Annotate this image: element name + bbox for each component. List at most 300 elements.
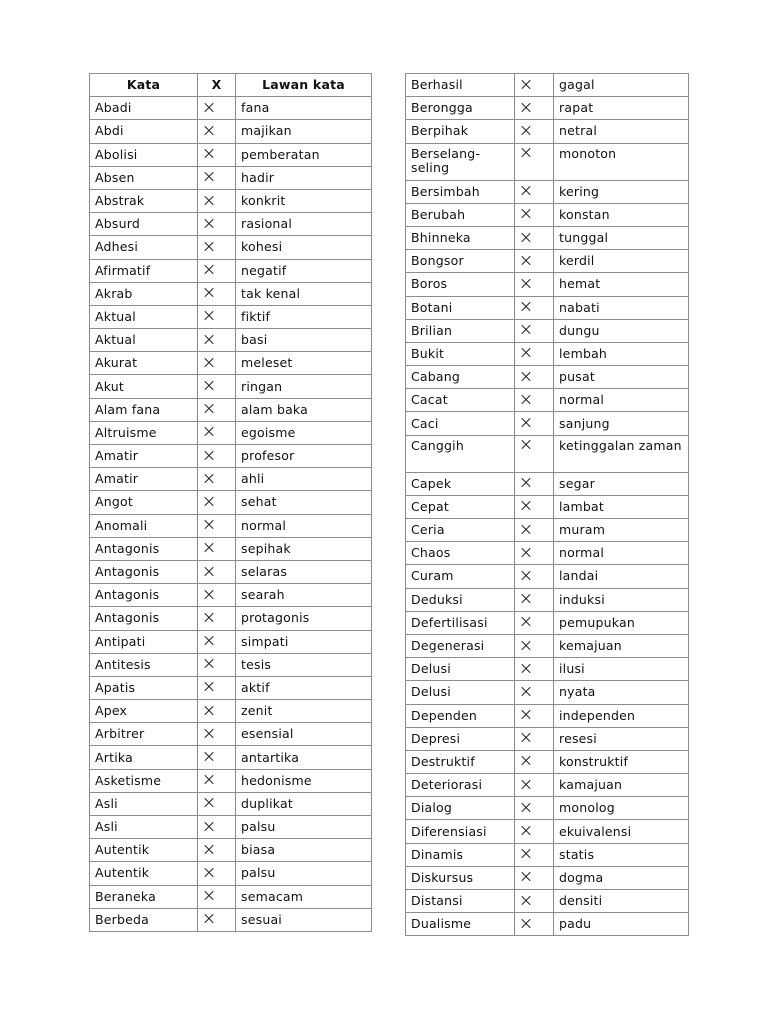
versus-cell xyxy=(198,468,236,491)
word-cell: Antagonis xyxy=(90,560,198,583)
table-row xyxy=(90,792,372,815)
table-row xyxy=(406,97,689,120)
cross-icon xyxy=(521,640,531,650)
table-row xyxy=(90,120,372,143)
antonym-cell: landai xyxy=(554,565,689,588)
antonym-cell: sepihak xyxy=(236,537,372,560)
versus-cell xyxy=(198,560,236,583)
word-cell: Anomali xyxy=(90,514,198,537)
versus-cell xyxy=(198,120,236,143)
cross-icon xyxy=(204,752,214,762)
versus-cell xyxy=(198,769,236,792)
word-cell: Arbitrer xyxy=(90,723,198,746)
cross-icon xyxy=(521,125,531,135)
cross-icon xyxy=(521,148,531,158)
antonym-cell: palsu xyxy=(236,816,372,839)
table-row xyxy=(90,352,372,375)
antonym-cell: protagonis xyxy=(236,607,372,630)
versus-cell xyxy=(515,774,554,797)
antonym-cell: gagal xyxy=(554,74,689,97)
cross-icon xyxy=(521,186,531,196)
cross-icon xyxy=(521,278,531,288)
antonym-cell: konstan xyxy=(554,203,689,226)
cross-icon xyxy=(204,705,214,715)
table-row xyxy=(90,816,372,839)
table-row xyxy=(406,843,689,866)
table-row xyxy=(406,634,689,657)
cross-icon xyxy=(521,418,531,428)
word-cell: Abstrak xyxy=(90,189,198,212)
header-lawan-kata: Lawan kata xyxy=(236,74,372,97)
header-kata: Kata xyxy=(90,74,198,97)
cross-icon xyxy=(204,125,214,135)
versus-cell xyxy=(515,435,554,472)
word-cell: Alam fana xyxy=(90,398,198,421)
header-x: X xyxy=(198,74,236,97)
antonym-cell: induksi xyxy=(554,588,689,611)
versus-cell xyxy=(198,352,236,375)
word-cell: Altruisme xyxy=(90,421,198,444)
antonym-cell: kerdil xyxy=(554,250,689,273)
antonym-cell: muram xyxy=(554,519,689,542)
word-cell: Abdi xyxy=(90,120,198,143)
versus-cell xyxy=(198,282,236,305)
table-row xyxy=(90,630,372,653)
cross-icon xyxy=(521,209,531,219)
versus-cell xyxy=(515,913,554,936)
versus-cell xyxy=(198,630,236,653)
table-row xyxy=(90,166,372,189)
table-row xyxy=(90,885,372,908)
table-row xyxy=(406,120,689,143)
cross-icon xyxy=(521,371,531,381)
antonym-cell: ahli xyxy=(236,468,372,491)
antonym-cell: pusat xyxy=(554,366,689,389)
versus-cell xyxy=(198,816,236,839)
table-row xyxy=(90,143,372,166)
cross-icon xyxy=(521,79,531,89)
table-row xyxy=(90,259,372,282)
table-row xyxy=(406,366,689,389)
header-row xyxy=(90,74,372,97)
table-row xyxy=(406,319,689,342)
versus-cell xyxy=(515,797,554,820)
antonym-cell: simpati xyxy=(236,630,372,653)
table-row xyxy=(90,213,372,236)
cross-icon xyxy=(204,450,214,460)
cross-icon xyxy=(204,218,214,228)
versus-cell xyxy=(515,634,554,657)
table-row xyxy=(90,421,372,444)
table-row xyxy=(90,746,372,769)
word-cell: Chaos xyxy=(406,542,515,565)
cross-icon xyxy=(521,918,531,928)
cross-icon xyxy=(521,478,531,488)
versus-cell xyxy=(198,862,236,885)
table-row xyxy=(406,74,689,97)
antonym-cell: duplikat xyxy=(236,792,372,815)
versus-cell xyxy=(515,519,554,542)
versus-cell xyxy=(515,727,554,750)
word-cell: Bersimbah xyxy=(406,180,515,203)
antonym-cell: densiti xyxy=(554,890,689,913)
word-cell: Asli xyxy=(90,816,198,839)
table-row xyxy=(406,890,689,913)
table-row xyxy=(90,839,372,862)
cross-icon xyxy=(521,594,531,604)
cross-icon xyxy=(204,404,214,414)
word-cell: Aktual xyxy=(90,305,198,328)
table-row xyxy=(406,250,689,273)
cross-icon xyxy=(521,501,531,511)
word-cell: Asli xyxy=(90,792,198,815)
table-row xyxy=(406,704,689,727)
versus-cell xyxy=(198,421,236,444)
versus-cell xyxy=(198,676,236,699)
left-table-body xyxy=(90,97,372,932)
cross-icon xyxy=(204,775,214,785)
versus-cell xyxy=(515,658,554,681)
antonym-cell: netral xyxy=(554,120,689,143)
versus-cell xyxy=(515,226,554,249)
word-cell: Delusi xyxy=(406,658,515,681)
antonym-cell: selaras xyxy=(236,560,372,583)
antonym-cell: ringan xyxy=(236,375,372,398)
word-cell: Berpihak xyxy=(406,120,515,143)
table-row xyxy=(406,611,689,634)
cross-icon xyxy=(521,570,531,580)
table-row xyxy=(90,491,372,514)
antonym-cell: hadir xyxy=(236,166,372,189)
word-cell: Amatir xyxy=(90,468,198,491)
cross-icon xyxy=(521,440,531,450)
cross-icon xyxy=(521,524,531,534)
antonym-cell: ketinggalan zaman xyxy=(554,435,689,472)
table-row xyxy=(90,769,372,792)
versus-cell xyxy=(198,398,236,421)
versus-cell xyxy=(515,890,554,913)
table-row xyxy=(90,700,372,723)
word-cell: Diskursus xyxy=(406,866,515,889)
table-row xyxy=(90,560,372,583)
versus-cell xyxy=(515,97,554,120)
antonym-cell: biasa xyxy=(236,839,372,862)
versus-cell xyxy=(198,143,236,166)
versus-cell xyxy=(515,74,554,97)
versus-cell xyxy=(515,866,554,889)
cross-icon xyxy=(521,255,531,265)
versus-cell xyxy=(515,319,554,342)
word-cell: Botani xyxy=(406,296,515,319)
word-cell: Cacat xyxy=(406,389,515,412)
versus-cell xyxy=(515,843,554,866)
cross-icon xyxy=(204,288,214,298)
table-row xyxy=(406,296,689,319)
antonym-cell: aktif xyxy=(236,676,372,699)
versus-cell xyxy=(198,885,236,908)
antonym-cell: sesuai xyxy=(236,908,372,931)
cross-icon xyxy=(521,348,531,358)
cross-icon xyxy=(204,520,214,530)
cross-icon xyxy=(204,867,214,877)
antonym-cell: egoisme xyxy=(236,421,372,444)
word-cell: Caci xyxy=(406,412,515,435)
antonym-cell: rapat xyxy=(554,97,689,120)
versus-cell xyxy=(515,342,554,365)
word-cell: Boros xyxy=(406,273,515,296)
word-cell: Berbeda xyxy=(90,908,198,931)
cross-icon xyxy=(204,427,214,437)
antonym-cell: ilusi xyxy=(554,658,689,681)
versus-cell xyxy=(515,542,554,565)
antonym-cell: tunggal xyxy=(554,226,689,249)
word-cell: Apex xyxy=(90,700,198,723)
word-cell: Bukit xyxy=(406,342,515,365)
versus-cell xyxy=(198,792,236,815)
cross-icon xyxy=(521,686,531,696)
table-row xyxy=(90,445,372,468)
cross-icon xyxy=(204,659,214,669)
antonym-cell: sehat xyxy=(236,491,372,514)
word-cell: Artika xyxy=(90,746,198,769)
versus-cell xyxy=(515,820,554,843)
antonym-cell: konstruktif xyxy=(554,750,689,773)
word-cell: Berselang-seling xyxy=(406,143,515,180)
antonym-cell: statis xyxy=(554,843,689,866)
antonym-cell: nyata xyxy=(554,681,689,704)
table-row xyxy=(406,866,689,889)
versus-cell xyxy=(198,375,236,398)
word-cell: Diferensiasi xyxy=(406,820,515,843)
antonym-cell: kemajuan xyxy=(554,634,689,657)
antonym-cell: semacam xyxy=(236,885,372,908)
table-row xyxy=(406,519,689,542)
antonym-cell: palsu xyxy=(236,862,372,885)
word-cell: Absurd xyxy=(90,213,198,236)
antonym-cell: kering xyxy=(554,180,689,203)
cross-icon xyxy=(521,617,531,627)
cross-icon xyxy=(521,756,531,766)
antonym-cell: monoton xyxy=(554,143,689,180)
table-row xyxy=(90,236,372,259)
antonym-cell: lambat xyxy=(554,495,689,518)
versus-cell xyxy=(515,412,554,435)
versus-cell xyxy=(198,236,236,259)
word-cell: Ceria xyxy=(406,519,515,542)
versus-cell xyxy=(515,180,554,203)
versus-cell xyxy=(515,588,554,611)
antonym-cell: searah xyxy=(236,584,372,607)
cross-icon xyxy=(521,872,531,882)
word-cell: Defertilisasi xyxy=(406,611,515,634)
antonym-table-right xyxy=(405,73,689,936)
versus-cell xyxy=(515,611,554,634)
table-row xyxy=(90,329,372,352)
cross-icon xyxy=(521,102,531,112)
word-cell: Autentik xyxy=(90,839,198,862)
cross-icon xyxy=(521,232,531,242)
table-row xyxy=(406,495,689,518)
word-cell: Aktual xyxy=(90,329,198,352)
word-cell: Distansi xyxy=(406,890,515,913)
cross-icon xyxy=(204,543,214,553)
antonym-cell: kamajuan xyxy=(554,774,689,797)
table-row xyxy=(406,435,689,472)
table-row xyxy=(406,681,689,704)
word-cell: Cepat xyxy=(406,495,515,518)
word-cell: Beraneka xyxy=(90,885,198,908)
versus-cell xyxy=(198,189,236,212)
word-cell: Autentik xyxy=(90,862,198,885)
cross-icon xyxy=(204,241,214,251)
versus-cell xyxy=(198,305,236,328)
word-cell: Berhasil xyxy=(406,74,515,97)
antonym-cell: tesis xyxy=(236,653,372,676)
versus-cell xyxy=(515,143,554,180)
word-cell: Brilian xyxy=(406,319,515,342)
versus-cell xyxy=(515,366,554,389)
table-row xyxy=(406,389,689,412)
table-row xyxy=(90,305,372,328)
word-cell: Capek xyxy=(406,472,515,495)
table-row xyxy=(90,468,372,491)
word-cell: Antagonis xyxy=(90,584,198,607)
cross-icon xyxy=(204,891,214,901)
table-row xyxy=(90,676,372,699)
table-row xyxy=(406,472,689,495)
cross-icon xyxy=(204,636,214,646)
word-cell: Curam xyxy=(406,565,515,588)
versus-cell xyxy=(515,273,554,296)
cross-icon xyxy=(521,710,531,720)
antonym-cell: ekuivalensi xyxy=(554,820,689,843)
cross-icon xyxy=(204,612,214,622)
antonym-cell: dungu xyxy=(554,319,689,342)
table-row xyxy=(90,653,372,676)
antonym-cell: profesor xyxy=(236,445,372,468)
table-row xyxy=(90,97,372,120)
table-row xyxy=(406,565,689,588)
table-row xyxy=(406,203,689,226)
antonym-cell: alam baka xyxy=(236,398,372,421)
table-row xyxy=(406,143,689,180)
cross-icon xyxy=(204,172,214,182)
cross-icon xyxy=(204,149,214,159)
word-cell: Antagonis xyxy=(90,607,198,630)
cross-icon xyxy=(521,394,531,404)
versus-cell xyxy=(198,537,236,560)
antonym-cell: normal xyxy=(236,514,372,537)
word-cell: Adhesi xyxy=(90,236,198,259)
word-cell: Amatir xyxy=(90,445,198,468)
antonym-cell: nabati xyxy=(554,296,689,319)
cross-icon xyxy=(204,798,214,808)
antonym-cell: monolog xyxy=(554,797,689,820)
word-cell: Afirmatif xyxy=(90,259,198,282)
word-cell: Abadi xyxy=(90,97,198,120)
word-cell: Akut xyxy=(90,375,198,398)
antonym-cell: hemat xyxy=(554,273,689,296)
versus-cell xyxy=(198,584,236,607)
cross-icon xyxy=(204,381,214,391)
word-cell: Dependen xyxy=(406,704,515,727)
antonym-table-left xyxy=(89,73,372,932)
cross-icon xyxy=(204,102,214,112)
antonym-cell: zenit xyxy=(236,700,372,723)
cross-icon xyxy=(204,821,214,831)
versus-cell xyxy=(198,746,236,769)
word-cell: Apatis xyxy=(90,676,198,699)
word-cell: Absen xyxy=(90,166,198,189)
versus-cell xyxy=(515,250,554,273)
cross-icon xyxy=(521,325,531,335)
versus-cell xyxy=(198,514,236,537)
antonym-cell: pemberatan xyxy=(236,143,372,166)
word-cell: Canggih xyxy=(406,435,515,472)
antonym-cell: fiktif xyxy=(236,305,372,328)
versus-cell xyxy=(515,750,554,773)
cross-icon xyxy=(204,357,214,367)
antonym-cell: rasional xyxy=(236,213,372,236)
word-cell: Deteriorasi xyxy=(406,774,515,797)
cross-icon xyxy=(204,589,214,599)
cross-icon xyxy=(204,265,214,275)
word-cell: Asketisme xyxy=(90,769,198,792)
table-row xyxy=(406,342,689,365)
table-row xyxy=(90,584,372,607)
table-row xyxy=(406,750,689,773)
cross-icon xyxy=(204,473,214,483)
antonym-cell: konkrit xyxy=(236,189,372,212)
antonym-cell: dogma xyxy=(554,866,689,889)
word-cell: Dualisme xyxy=(406,913,515,936)
versus-cell xyxy=(198,445,236,468)
table-row xyxy=(90,537,372,560)
table-row xyxy=(406,273,689,296)
versus-cell xyxy=(198,607,236,630)
antonym-cell: meleset xyxy=(236,352,372,375)
word-cell: Bongsor xyxy=(406,250,515,273)
word-cell: Angot xyxy=(90,491,198,514)
word-cell: Abolisi xyxy=(90,143,198,166)
table-row xyxy=(90,398,372,421)
antonym-cell: tak kenal xyxy=(236,282,372,305)
antonym-cell: resesi xyxy=(554,727,689,750)
word-cell: Depresi xyxy=(406,727,515,750)
antonym-cell: independen xyxy=(554,704,689,727)
versus-cell xyxy=(515,565,554,588)
cross-icon xyxy=(204,566,214,576)
table-row xyxy=(406,226,689,249)
word-cell: Akurat xyxy=(90,352,198,375)
word-cell: Delusi xyxy=(406,681,515,704)
antonym-cell: sanjung xyxy=(554,412,689,435)
antonym-cell: antartika xyxy=(236,746,372,769)
versus-cell xyxy=(198,259,236,282)
versus-cell xyxy=(515,203,554,226)
table-row xyxy=(90,514,372,537)
versus-cell xyxy=(515,296,554,319)
table-row xyxy=(406,542,689,565)
word-cell: Antipati xyxy=(90,630,198,653)
antonym-cell: basi xyxy=(236,329,372,352)
cross-icon xyxy=(521,895,531,905)
table-row xyxy=(406,797,689,820)
antonym-cell: padu xyxy=(554,913,689,936)
versus-cell xyxy=(198,491,236,514)
antonym-cell: negatif xyxy=(236,259,372,282)
table-row xyxy=(90,282,372,305)
